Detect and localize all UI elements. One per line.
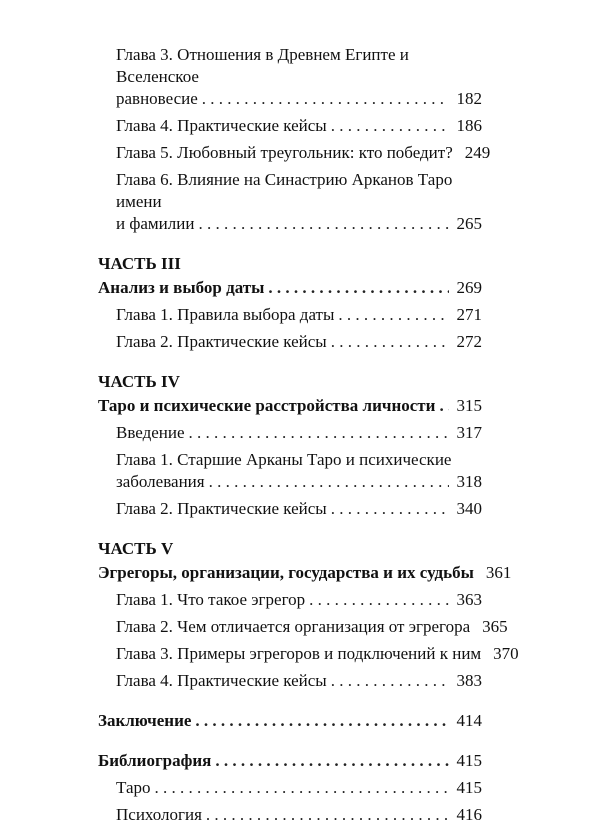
toc-entry-part-4-section[interactable] [98, 395, 482, 417]
part-3-heading: ЧАСТЬ III [98, 254, 181, 273]
toc-entry-title: Таро [116, 778, 151, 797]
toc-page-number: 318 [456, 472, 482, 491]
toc-entry-chapter-6[interactable] [98, 169, 482, 235]
toc-entry-title: Глава 1. Что такое эгрегор [116, 590, 306, 609]
toc-entry-part-5-section[interactable] [98, 562, 512, 584]
dot-leader [215, 750, 448, 772]
toc-entry-part-4-chapter-2[interactable] [98, 498, 482, 520]
toc-entry-title: заболевания [116, 472, 205, 491]
dot-leader [206, 804, 449, 826]
toc-page-number: 361 [485, 563, 512, 582]
toc-page-number: 249 [464, 143, 491, 162]
toc-entry-title: Эгрегоры, организации, государства и их судьбы [98, 563, 474, 582]
toc-page-number: 383 [456, 671, 482, 690]
dot-leader [331, 670, 449, 692]
toc-entry-title: Глава 4. Практические кейсы [116, 671, 327, 690]
dot-leader [331, 498, 449, 520]
dot-leader [155, 777, 449, 799]
spacer [98, 697, 482, 710]
toc-entry-line1: Глава 6. Влияние на Синастрию Арканов Таро имени [116, 170, 453, 211]
toc-page-number: 416 [456, 805, 482, 824]
toc-entry-bibliography-psychology[interactable] [98, 804, 482, 826]
toc-entry-part-5-chapter-2[interactable] [98, 616, 508, 638]
dot-leader [195, 710, 448, 732]
dot-leader [198, 213, 448, 235]
part-4-heading: ЧАСТЬ IV [98, 372, 180, 391]
toc-entry-part-5-chapter-3[interactable] [98, 643, 519, 665]
toc-page-number: 186 [456, 116, 482, 135]
spacer [98, 737, 482, 750]
toc-entry-chapter-4[interactable] [98, 115, 482, 137]
dot-leader [338, 304, 448, 326]
toc-entry-part-4-intro[interactable] [98, 422, 482, 444]
toc-page-number: 415 [456, 751, 482, 770]
dot-leader [209, 471, 449, 493]
toc-entry-title: Анализ и выбор даты [98, 278, 265, 297]
toc-entry-title: Глава 2. Практические кейсы [116, 332, 327, 351]
toc-entry-part-5-chapter-4[interactable] [98, 670, 482, 692]
dot-leader [202, 88, 449, 110]
toc-entry-bibliography-tarot[interactable] [98, 777, 482, 799]
toc-entry-part-3-chapter-2[interactable] [98, 331, 482, 353]
toc-entry-title: Глава 3. Примеры эгрегоров и подключений к ним [116, 644, 482, 663]
toc-page-number: 414 [456, 711, 482, 730]
toc-entry-conclusion[interactable] [98, 710, 482, 732]
toc-page-number: 269 [456, 278, 482, 297]
toc-page-number: 272 [456, 332, 482, 351]
toc-page-number: 265 [456, 214, 482, 233]
toc-page-number: 340 [456, 499, 482, 518]
dot-leader [189, 422, 449, 444]
toc-entry-title: Психология [116, 805, 202, 824]
toc-page-number: 317 [456, 423, 482, 442]
toc-entry-line1: Глава 3. Отношения в Древнем Египте и Вселенское [116, 45, 409, 86]
dot-leader [268, 277, 448, 299]
toc-page-number: 271 [456, 305, 482, 324]
toc-entry-part-3-section[interactable] [98, 277, 482, 299]
toc-page-number: 315 [456, 396, 482, 415]
table-of-contents [98, 44, 519, 831]
dot-leader [331, 115, 449, 137]
toc-page-number: 370 [493, 644, 519, 663]
toc-page-number: 363 [456, 590, 482, 609]
toc-entry-title: Глава 1. Правила выбора даты [116, 305, 335, 324]
toc-page-number: 415 [456, 778, 482, 797]
toc-page-number: 365 [482, 617, 508, 636]
dot-leader [309, 589, 448, 611]
part-5-heading: ЧАСТЬ V [98, 539, 174, 558]
toc-entry-title: Таро и психические расстройства личности [98, 396, 436, 415]
toc-entry-bibliography[interactable] [98, 750, 482, 772]
toc-entry-line1: Глава 1. Старшие Арканы Таро и психические [116, 450, 452, 469]
toc-entry-title: Библиография [98, 751, 212, 770]
toc-entry-part-3-chapter-1[interactable] [98, 304, 482, 326]
toc-entry-title: Глава 2. Чем отличается организация от эгрегора [116, 617, 471, 636]
toc-entry-title: равновесие [116, 89, 198, 108]
toc-entry-chapter-5[interactable] [98, 142, 491, 164]
toc-entry-chapter-3[interactable] [98, 44, 482, 110]
toc-page-number: 182 [456, 89, 482, 108]
toc-entry-title: Заключение [98, 711, 192, 730]
toc-entry-title: Введение [116, 423, 185, 442]
toc-entry-part-4-chapter-1[interactable] [98, 449, 482, 493]
dot-leader [439, 395, 448, 417]
toc-entry-title: Глава 2. Практические кейсы [116, 499, 327, 518]
toc-entry-title: Глава 4. Практические кейсы [116, 116, 327, 135]
dot-leader [331, 331, 449, 353]
toc-entry-title: и фамилии [116, 214, 195, 233]
toc-entry-title: Глава 5. Любовный треугольник: кто победит? [116, 143, 453, 162]
toc-entry-part-5-chapter-1[interactable] [98, 589, 482, 611]
